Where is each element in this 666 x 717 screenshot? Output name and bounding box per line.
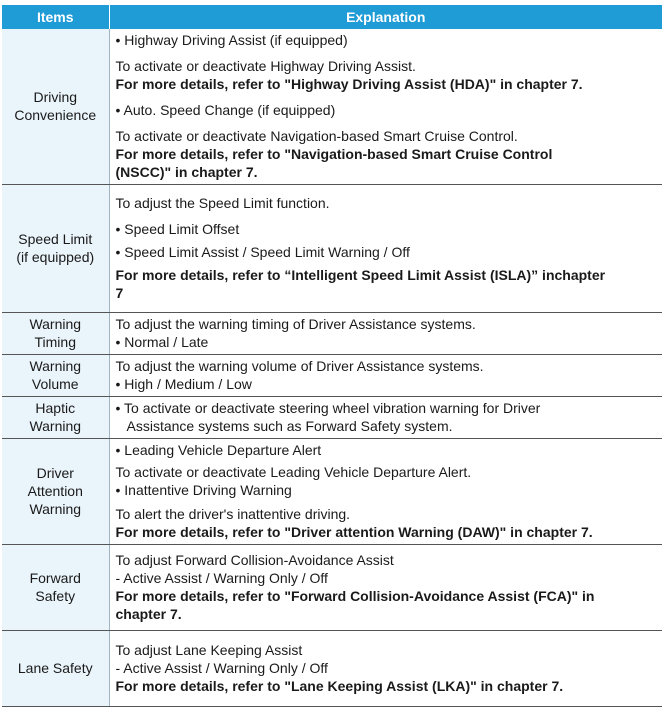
explanation-line: (NSCC)" in chapter 7. xyxy=(115,164,258,181)
item-label: Speed Limit xyxy=(18,231,93,247)
table-row-driver-attention-warning xyxy=(2,438,662,544)
explanation-line: For more details, refer to "Navigation-based Smart Cruise Control xyxy=(115,146,553,163)
item-cell xyxy=(2,544,109,630)
explanation-line: To activate or deactivate Navigation-based Smart Cruise Control. xyxy=(115,128,518,145)
explanation-line: chapter 7. xyxy=(115,606,182,622)
item-label: Attention xyxy=(27,483,83,499)
item-cell xyxy=(2,354,109,396)
explanation-line: To adjust the warning volume of Driver Assistance systems. xyxy=(115,358,484,374)
explanation-cell xyxy=(109,630,662,706)
table-row-lane-safety xyxy=(2,630,662,706)
explanation-cell xyxy=(109,396,662,438)
table-row-warning-timing xyxy=(2,312,662,354)
header-row xyxy=(2,5,662,29)
item-label: (if equipped) xyxy=(16,249,95,265)
explanation-line: Assistance systems such as Forward Safety system. xyxy=(126,418,453,434)
explanation-cell xyxy=(109,184,662,312)
explanation-line: • Highway Driving Assist (if equipped) xyxy=(115,32,348,49)
explanation-line: To adjust Forward Collision-Avoidance Assist xyxy=(115,552,394,568)
explanation-line: 7 xyxy=(115,285,124,301)
explanation-line: • Speed Limit Offset xyxy=(115,221,240,237)
table-row-driving-convenience xyxy=(2,29,662,184)
header-items: Items xyxy=(2,5,109,29)
item-label: Lane Safety xyxy=(17,660,93,676)
explanation-line: To adjust Lane Keeping Assist xyxy=(115,642,303,658)
table-row-warning-volume xyxy=(2,354,662,396)
explanation-line: For more details, refer to "Highway Driving Assist (HDA)" in chapter 7. xyxy=(115,76,583,93)
item-label: Warning xyxy=(29,316,82,332)
explanation-line: • Speed Limit Assist / Speed Limit Warning / Off xyxy=(115,244,410,260)
table-row-forward-safety xyxy=(2,544,662,630)
explanation-cell xyxy=(109,29,662,184)
explanation-line: To activate or deactivate Highway Driving Assist. xyxy=(115,58,416,75)
item-cell xyxy=(2,29,109,184)
settings-table xyxy=(2,5,662,707)
explanation-line: To adjust the warning timing of Driver Assistance systems. xyxy=(115,316,476,332)
item-label: Driving xyxy=(33,89,78,106)
explanation-cell xyxy=(109,354,662,396)
table-row-speed-limit xyxy=(2,184,662,312)
item-label: Convenience xyxy=(14,107,97,124)
explanation-line: For more details, refer to "Driver attention Warning (DAW)" in chapter 7. xyxy=(115,524,593,540)
explanation-line: To activate or deactivate Leading Vehicle Departure Alert. xyxy=(115,464,472,480)
item-label: Safety xyxy=(35,588,76,604)
item-label: Forward xyxy=(29,570,81,586)
explanation-line: For more details, refer to "Lane Keeping Assist (LKA)" in chapter 7. xyxy=(115,678,564,694)
item-label: Warning xyxy=(29,501,82,517)
item-cell xyxy=(2,438,109,544)
explanation-line: For more details, refer to “Intelligent Speed Limit Assist (ISLA)” inchapter xyxy=(115,267,606,283)
explanation-line: To adjust the Speed Limit function. xyxy=(115,195,330,211)
item-cell xyxy=(2,630,109,706)
explanation-cell xyxy=(109,312,662,354)
item-label: Warning xyxy=(29,358,82,374)
item-cell xyxy=(2,184,109,312)
item-label: Driver xyxy=(36,465,74,481)
header-explanation: Explanation xyxy=(109,5,662,29)
explanation-line: - Active Assist / Warning Only / Off xyxy=(115,570,328,586)
explanation-cell xyxy=(109,544,662,630)
explanation-line: • Auto. Speed Change (if equipped) xyxy=(115,102,336,119)
item-label: Warning xyxy=(29,418,82,434)
explanation-line: For more details, refer to "Forward Collision-Avoidance Assist (FCA)" in xyxy=(115,588,595,604)
item-cell xyxy=(2,396,109,438)
explanation-line: - Active Assist / Warning Only / Off xyxy=(115,660,328,676)
explanation-line: • High / Medium / Low xyxy=(115,376,252,392)
explanation-line: • Inattentive Driving Warning xyxy=(115,482,292,498)
explanation-line: To alert the driver's inattentive driving. xyxy=(115,506,351,522)
item-label: Haptic xyxy=(35,400,76,416)
explanation-cell xyxy=(109,438,662,544)
item-label: Timing xyxy=(34,334,76,350)
table-row-haptic-warning xyxy=(2,396,662,438)
item-cell xyxy=(2,312,109,354)
item-label: Volume xyxy=(31,376,79,392)
explanation-line: • Normal / Late xyxy=(115,334,209,350)
explanation-line: • To activate or deactivate steering wheel vibration warning for Driver xyxy=(115,400,541,416)
explanation-line: • Leading Vehicle Departure Alert xyxy=(115,442,322,458)
